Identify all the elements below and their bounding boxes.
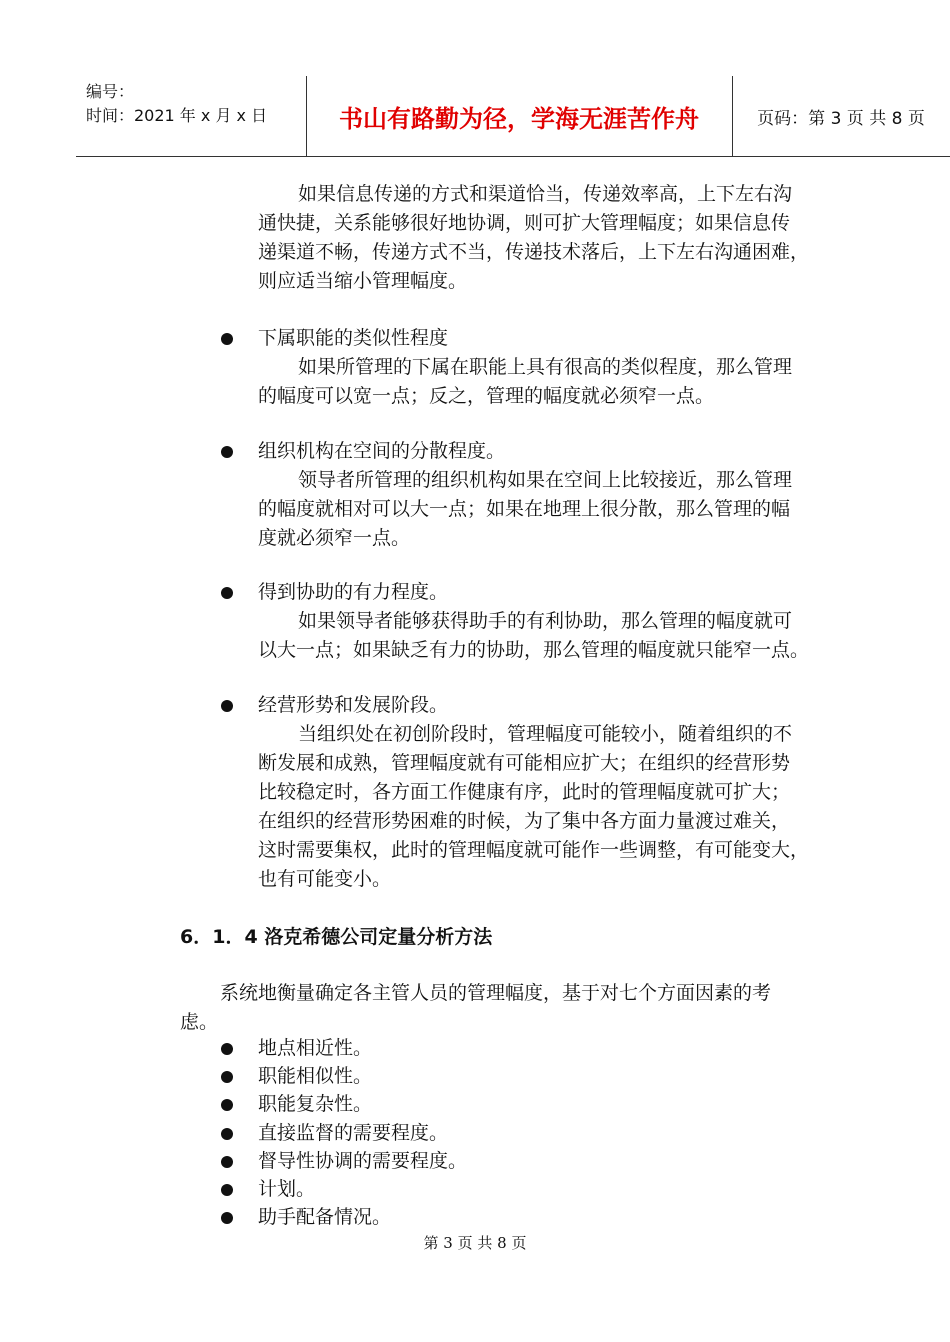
factor-item: 地点相近性。 (258, 1037, 373, 1059)
header-motto: 书山有路勤为径，学海无涯苦作舟 (339, 104, 699, 133)
bullet-icon (221, 1128, 233, 1140)
bullet-body-line: 的幅度就相对可以大一点；如果在地理上很分散，那么管理的幅 (258, 498, 791, 520)
header-page-code: 页码：第 3 页 共 8 页 (757, 108, 925, 129)
bullet-body-line: 度就必须窄一点。 (258, 527, 411, 549)
bullet-icon (221, 333, 233, 345)
bullet-body-line: 如果领导者能够获得助手的有利协助，那么管理的幅度就可 (298, 610, 793, 632)
bullet-body-line: 以大一点；如果缺乏有力的协助，那么管理的幅度就只能窄一点。 (258, 639, 810, 661)
number-label: 编号： (86, 82, 135, 101)
page-footer: 第 3 页 共 8 页 (423, 1234, 527, 1252)
factor-item: 职能相似性。 (258, 1065, 373, 1087)
intro-line: 通快捷，关系能够很好地协调，则可扩大管理幅度；如果信息传 (258, 212, 791, 234)
page-header (76, 76, 950, 157)
bullet-icon (221, 587, 233, 599)
factor-item: 督导性协调的需要程度。 (258, 1150, 468, 1172)
bullet-body-line: 当组织处在初创阶段时，管理幅度可能较小，随着组织的不 (298, 723, 793, 745)
intro-line: 递渠道不畅，传递方式不当，传递技术落后，上下左右沟通困难， (258, 241, 810, 263)
bullet-body-line: 领导者所管理的组织机构如果在空间上比较接近，那么管理 (298, 469, 793, 491)
factor-item: 助手配备情况。 (258, 1206, 392, 1228)
bullet-icon (221, 1099, 233, 1111)
bullet-icon (221, 700, 233, 712)
header-meta (86, 80, 306, 128)
bullet-body-line: 也有可能变小。 (258, 868, 392, 890)
intro-line: 如果信息传递的方式和渠道恰当，传递效率高，上下左右沟 (298, 183, 793, 205)
factor-item: 计划。 (258, 1178, 316, 1200)
bullet-title: 下属职能的类似性程度 (258, 327, 449, 349)
section-heading: 6．1．4 洛克希德公司定量分析方法 (180, 926, 493, 948)
bullet-body-line: 比较稳定时，各方面工作健康有序，此时的管理幅度就可扩大； (258, 781, 791, 803)
bullet-icon (221, 1212, 233, 1224)
bullet-title: 经营形势和发展阶段。 (258, 694, 449, 716)
bullet-body-line: 断发展和成熟，管理幅度就有可能相应扩大；在组织的经营形势 (258, 752, 791, 774)
bullet-body-line: 这时需要集权，此时的管理幅度就可能作一些调整，有可能变大， (258, 839, 810, 861)
time-label: 时间：2021 年 x 月 x 日 (86, 106, 268, 125)
bullet-title: 得到协助的有力程度。 (258, 581, 449, 603)
bullet-icon (221, 446, 233, 458)
bullet-body-line: 在组织的经营形势困难的时候，为了集中各方面力量渡过难关， (258, 810, 791, 832)
bullet-icon (221, 1043, 233, 1055)
bullet-body-line: 如果所管理的下属在职能上具有很高的类似程度，那么管理 (298, 356, 793, 378)
factor-item: 职能复杂性。 (258, 1093, 373, 1115)
section-body-line: 系统地衡量确定各主管人员的管理幅度，基于对七个方面因素的考 (220, 982, 772, 1004)
bullet-icon (221, 1071, 233, 1083)
bullet-body-line: 的幅度可以宽一点；反之，管理的幅度就必须窄一点。 (258, 385, 715, 407)
section-body-line: 虑。 (180, 1011, 219, 1033)
factor-item: 直接监督的需要程度。 (258, 1122, 449, 1144)
bullet-icon (221, 1156, 233, 1168)
intro-line: 则应适当缩小管理幅度。 (258, 270, 468, 292)
bullet-title: 组织机构在空间的分散程度。 (258, 440, 506, 462)
bullet-icon (221, 1184, 233, 1196)
